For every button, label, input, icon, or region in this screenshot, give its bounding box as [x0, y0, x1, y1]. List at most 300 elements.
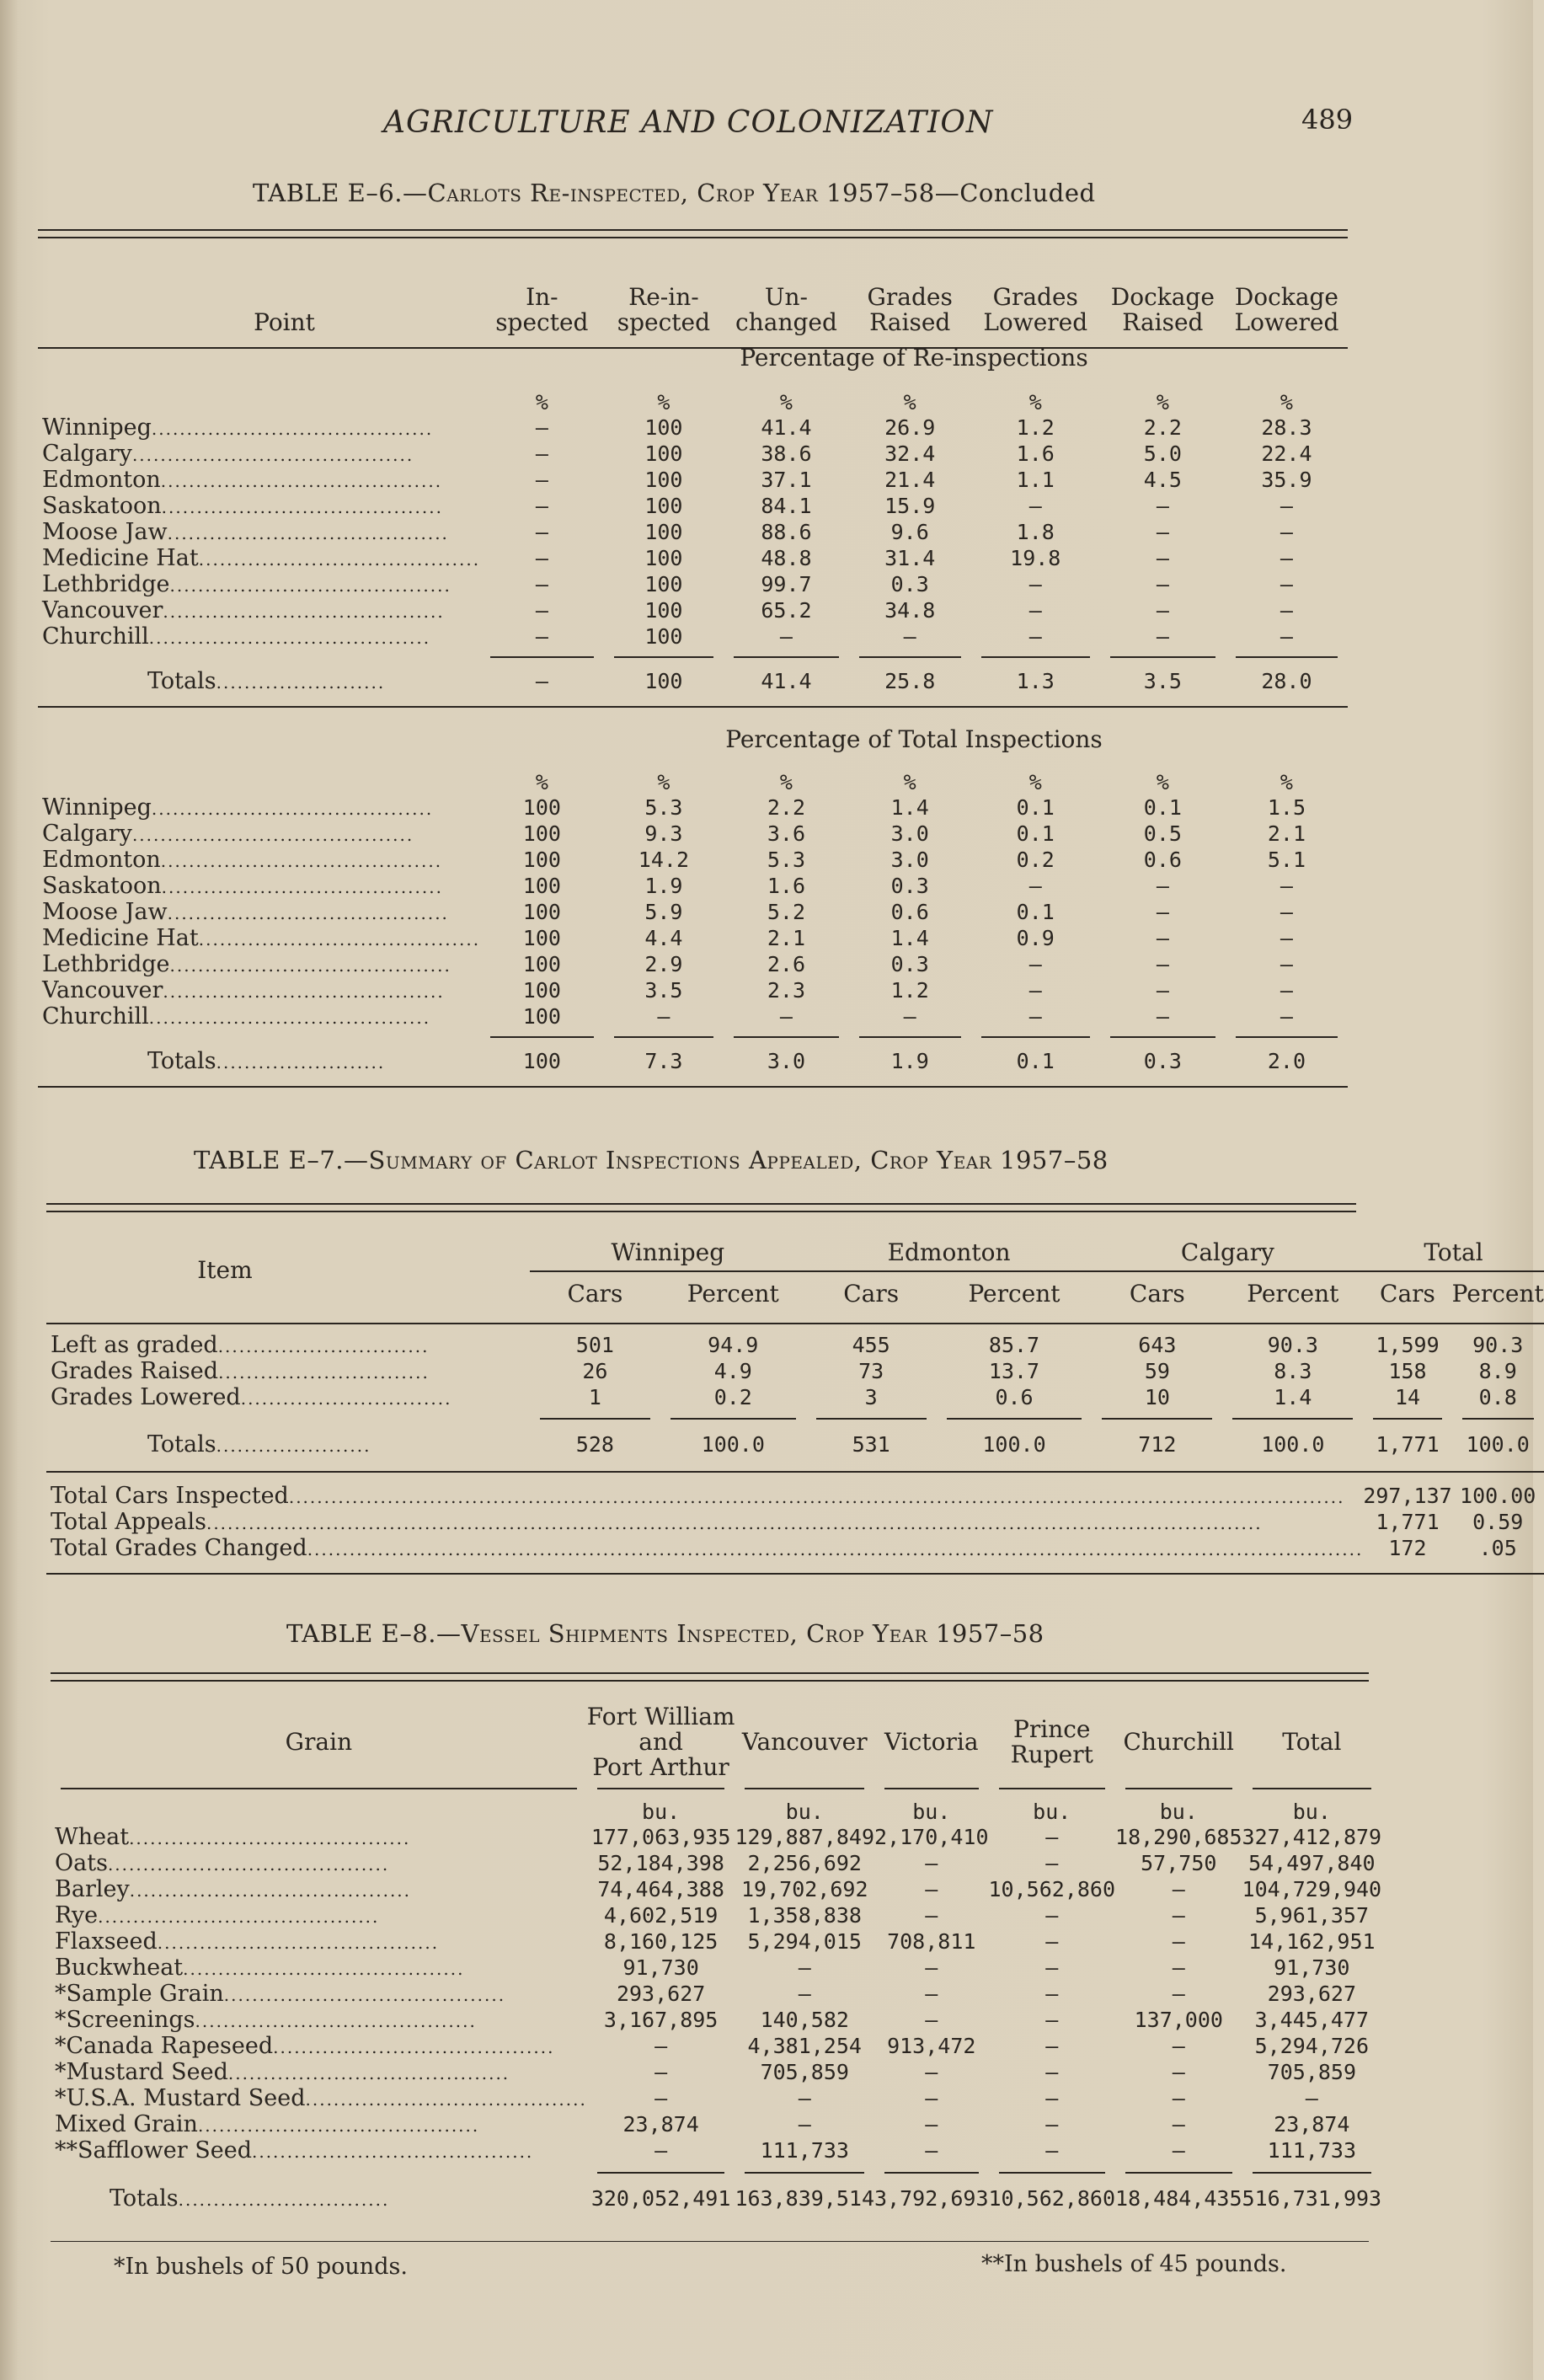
cell-value: 4.5	[1143, 468, 1182, 492]
rule	[745, 1788, 864, 1789]
rule	[46, 1573, 1544, 1575]
cell-value: 100	[644, 546, 683, 570]
summary-cars: 297,137	[1363, 1484, 1452, 1508]
cell-value: 4,381,254	[747, 2034, 862, 2058]
cell-value: 3.0	[890, 848, 929, 872]
cell-value: —	[1045, 1825, 1059, 1849]
cell-value: 100	[644, 494, 683, 518]
row-label-cell	[51, 2111, 587, 2137]
cell-value: 48.8	[761, 546, 812, 570]
percent-sign: %	[1156, 390, 1169, 414]
row-label: Barley	[55, 1876, 130, 1902]
cell-value: —	[1156, 520, 1169, 544]
rule	[1373, 1418, 1441, 1420]
spacer	[38, 335, 480, 379]
leader-dots: ........................................	[167, 903, 449, 923]
rule-cell	[604, 650, 724, 665]
sub-header: Cars	[1380, 1279, 1435, 1308]
row-label: *Screenings	[55, 2007, 195, 2033]
header-row	[51, 1702, 1381, 1782]
leader-dots: ........................................	[223, 1985, 506, 2005]
cell-value: 21.4	[884, 468, 936, 492]
cell-value: 3.6	[767, 821, 806, 846]
cell-value: 5,294,726	[1254, 2034, 1370, 2058]
cell-value: 26.9	[884, 415, 936, 440]
cell-value: —	[903, 624, 916, 649]
cell-value: 104,729,940	[1242, 1877, 1382, 1901]
rule-double	[38, 229, 1348, 238]
leader-dots: ........................................	[169, 955, 451, 976]
cell-value: 9.3	[644, 821, 683, 846]
cell-value: 1.6	[1016, 441, 1055, 466]
table-row	[38, 571, 1348, 597]
row-label: Rye	[55, 1902, 99, 1928]
leader-dots: ......................................................................................................................................................	[288, 1487, 1345, 1507]
cell-value: 5.3	[767, 848, 806, 872]
cell-value: —	[1280, 598, 1293, 623]
cell-value: 177,063,935	[590, 1825, 731, 1849]
rule	[734, 656, 839, 658]
table-e8-title: TABLE E–8.—Vessel Shipments Inspected, Crop Year 1957–58	[286, 1619, 1044, 1648]
col-header-line: Grades	[992, 283, 1078, 311]
cell-value: 1,358,838	[747, 1903, 862, 1928]
row-label: Mixed Grain	[55, 2111, 198, 2137]
cell-value: —	[1172, 1929, 1185, 1954]
cell-value: 0.6	[890, 900, 929, 924]
cell-value: 0.2	[1016, 848, 1055, 872]
cell-value: 100	[644, 572, 683, 596]
cell-value: 0.1	[1016, 900, 1055, 924]
cell-value: 100	[644, 520, 683, 544]
cell-value: —	[1172, 2112, 1185, 2137]
cell-value: —	[1156, 1004, 1169, 1029]
cell-value: 1.5	[1267, 795, 1306, 820]
col-header	[604, 268, 724, 335]
sub-header: Percent	[1247, 1279, 1339, 1308]
row-label-cell	[51, 1850, 587, 1876]
row-label-cell	[51, 1824, 587, 1850]
row-label: Saskatoon	[42, 493, 162, 519]
totals-row	[51, 2182, 1381, 2214]
percent-sign: %	[657, 770, 670, 794]
leader-dots: ........................................	[129, 1880, 412, 1901]
cell-value: 0.3	[890, 952, 929, 976]
table-row	[38, 519, 1348, 545]
rule-cell	[849, 650, 971, 665]
rule-cell	[1242, 2163, 1382, 2182]
cell-value: —	[1045, 2034, 1059, 2058]
leader-dots: ........................................	[273, 2037, 555, 2057]
percent-sign: %	[903, 390, 916, 414]
percent-sign: %	[535, 390, 548, 414]
cell-value: —	[535, 520, 548, 544]
cell-value: 34.8	[884, 598, 936, 623]
rule	[1102, 1418, 1212, 1420]
cell-value: 90.3	[1267, 1333, 1318, 1357]
section-title: Percentage of Re-inspections	[740, 343, 1088, 372]
row-label-cell	[38, 925, 480, 951]
leader-dots: ........................................	[198, 549, 481, 570]
cell-value: 4,602,519	[603, 1903, 719, 1928]
totals-rule-row	[51, 1782, 1381, 1795]
cell-value: 4.4	[644, 926, 683, 950]
table-e7	[46, 1226, 1544, 1586]
rule	[1110, 1036, 1215, 1038]
cell-value: 5,294,015	[747, 1929, 862, 1954]
summary-percent: 0.59	[1472, 1510, 1524, 1534]
percent-sign: %	[657, 390, 670, 414]
leader-dots: ........................................	[197, 2115, 480, 2136]
cell-value: 5.3	[644, 795, 683, 820]
group-header-row	[46, 1226, 1544, 1271]
row-label: Total Cars Inspected	[51, 1483, 289, 1509]
rule-cell	[38, 697, 1348, 717]
percent-sign: %	[779, 390, 793, 414]
running-title: AGRICULTURE AND COLONIZATION	[383, 105, 994, 140]
col-header	[1226, 268, 1348, 335]
cell-value: —	[1280, 874, 1293, 898]
cell-value: —	[535, 572, 548, 596]
cell-value: —	[1028, 952, 1042, 976]
cell-value: —	[1156, 598, 1169, 623]
rule	[614, 656, 714, 658]
rule-cell	[587, 1782, 735, 1795]
col-header	[480, 268, 604, 335]
cell-value: —	[1280, 624, 1293, 649]
row-label-cell	[38, 977, 480, 1003]
row-label-cell	[38, 571, 480, 597]
rule-cell	[46, 1461, 1544, 1483]
footnote-50lb: *In bushels of 50 pounds.	[114, 2254, 408, 2280]
col-header	[989, 1702, 1116, 1782]
leader-dots: ........................................	[167, 523, 449, 543]
totals-row	[46, 1427, 1544, 1461]
totals-rule-row	[38, 650, 1348, 665]
rule	[597, 2172, 725, 2174]
col-header-line: Lowered	[1234, 308, 1339, 336]
cell-value: 1.2	[1016, 415, 1055, 440]
cell-value: 100	[522, 821, 561, 846]
table-row	[38, 1003, 1348, 1030]
cell-value: —	[1045, 1903, 1059, 1928]
percent-sign-row	[38, 379, 1348, 414]
cell-value: —	[535, 598, 548, 623]
row-label: Vancouver	[42, 977, 163, 1003]
cell-value: 2,256,692	[747, 1851, 862, 1875]
cell-value: —	[925, 2008, 938, 2032]
cell-value: 0.1	[1016, 795, 1055, 820]
rule-cell	[937, 1410, 1093, 1427]
totals-value: 528	[575, 1431, 614, 1457]
row-label: Lethbridge	[42, 571, 170, 597]
col-item: Item	[197, 1256, 253, 1284]
rule	[981, 656, 1090, 658]
totals-rule-row	[51, 2163, 1381, 2182]
col-header-line: Un-	[764, 283, 808, 311]
col-header-line: Grades	[867, 283, 953, 311]
leader-dots: ........................................	[151, 799, 434, 819]
cell-value: —	[779, 624, 793, 649]
col-header	[971, 268, 1100, 335]
rule	[1125, 1788, 1232, 1789]
rule-cell	[480, 1030, 604, 1045]
cell-value: 293,627	[1267, 1982, 1356, 2006]
cell-value: —	[1028, 598, 1042, 623]
row-label: Totals	[147, 667, 216, 694]
cell-value: 15.9	[884, 494, 936, 518]
cell-value: —	[535, 415, 548, 440]
row-label: Winnipeg	[42, 414, 152, 441]
rule	[999, 1788, 1106, 1789]
unit-label: bu.	[785, 1800, 824, 1824]
rule	[1110, 656, 1215, 658]
totals-value: 100.0	[1466, 1431, 1530, 1457]
cell-value: —	[535, 624, 548, 649]
row-label-cell	[38, 951, 480, 977]
table-row	[38, 623, 1348, 650]
row-label-cell	[38, 794, 480, 821]
row-label: Total Grades Changed	[51, 1535, 307, 1561]
col-header-line: Fort William	[586, 1702, 735, 1730]
col-header	[1100, 268, 1226, 335]
cell-value: —	[1172, 2138, 1185, 2163]
cell-value: 2.6	[767, 952, 806, 976]
cell-value: 708,811	[887, 1929, 976, 1954]
rule	[1125, 2172, 1232, 2174]
rule-double	[51, 1672, 1369, 1682]
table-row	[38, 899, 1348, 925]
totals-label-cell	[38, 665, 480, 697]
rule-cell	[46, 1410, 530, 1427]
row-label-cell	[51, 2007, 587, 2033]
row-label: Moose Jaw	[42, 519, 168, 545]
summary-cars: 1,771	[1376, 1510, 1440, 1534]
totals-value: 7.3	[644, 1048, 683, 1073]
cell-value: 4.9	[713, 1359, 752, 1383]
rule	[614, 1036, 714, 1038]
cell-value: 26	[582, 1359, 608, 1383]
summary-percent: 100.00	[1460, 1484, 1536, 1508]
leader-dots: ........................................	[161, 497, 443, 517]
table-row	[38, 794, 1348, 821]
row-label: Grades Raised	[51, 1358, 219, 1384]
rule-cell	[1115, 2163, 1242, 2182]
col-header-line: Dockage	[1110, 283, 1215, 311]
rule-cell	[587, 2163, 735, 2182]
sub-header: Percent	[1451, 1279, 1544, 1308]
spacer	[38, 761, 480, 794]
percent-sign: %	[903, 770, 916, 794]
cell-value: 100	[644, 598, 683, 623]
cell-value: —	[657, 1004, 670, 1029]
rule	[745, 2172, 864, 2174]
col-header-line: Total	[1282, 1727, 1342, 1756]
cell-value: —	[1028, 494, 1042, 518]
cell-value: 705,859	[1267, 2060, 1356, 2084]
leader-dots: ........................................	[195, 2011, 477, 2031]
cell-value: —	[535, 441, 548, 466]
sub-header: Percent	[687, 1279, 779, 1308]
sub-header: Percent	[968, 1279, 1060, 1308]
table-e8	[51, 1702, 1381, 2214]
leader-dots: ..............................	[240, 1388, 452, 1409]
row-label: Totals	[110, 2185, 179, 2212]
cell-value: 5,961,357	[1254, 1903, 1370, 1928]
cell-value: 2.2	[1143, 415, 1182, 440]
cell-value: 1.2	[890, 978, 929, 1003]
cell-value: —	[1156, 874, 1169, 898]
cell-value: 2.1	[1267, 821, 1306, 846]
cell-value: 23,874	[622, 2112, 699, 2137]
leader-dots: ..............................	[218, 1362, 430, 1383]
cell-value: —	[1045, 2008, 1059, 2032]
full-rule-row	[38, 697, 1348, 717]
cell-value: 84.1	[761, 494, 812, 518]
cell-value: —	[798, 2112, 811, 2137]
row-label: Moose Jaw	[42, 899, 168, 925]
cell-value: 23,874	[1274, 2112, 1350, 2137]
percent-sign: %	[1028, 390, 1042, 414]
rule	[1236, 656, 1338, 658]
cell-value: —	[1045, 2086, 1059, 2110]
cell-value: 100	[522, 952, 561, 976]
rule	[1232, 1418, 1353, 1420]
cell-value: —	[925, 2060, 938, 2084]
row-label-cell	[38, 414, 480, 441]
totals-value: 516,731,993	[1242, 2185, 1382, 2211]
full-rule-row	[38, 1077, 1348, 1097]
cell-value: 111,733	[760, 2138, 849, 2163]
row-label-cell	[38, 847, 480, 873]
rule-cell	[1115, 1782, 1242, 1795]
section-title: Percentage of Total Inspections	[725, 725, 1103, 753]
cell-value: 32.4	[884, 441, 936, 466]
cell-value: —	[535, 468, 548, 492]
cell-value: 643	[1138, 1333, 1177, 1357]
cell-value: 8.9	[1478, 1359, 1517, 1383]
cell-value: 22.4	[1261, 441, 1312, 466]
table-row	[51, 2085, 1381, 2111]
totals-label-cell	[38, 1045, 480, 1077]
row-label: Grades Lowered	[51, 1384, 241, 1410]
rule	[1253, 2172, 1372, 2174]
totals-value: 1.9	[890, 1048, 929, 1073]
cell-value: 100	[522, 795, 561, 820]
cell-value: 19.8	[1010, 546, 1061, 570]
cell-value: —	[779, 1004, 793, 1029]
row-label-cell	[51, 2085, 587, 2111]
cell-value: —	[1280, 494, 1293, 518]
table-row	[38, 545, 1348, 571]
rule	[51, 2241, 1369, 2242]
cell-value: 100	[522, 1004, 561, 1029]
totals-value: 1,771	[1376, 1431, 1440, 1457]
leader-dots: ........................................	[198, 929, 481, 949]
cell-value: 14,162,951	[1248, 1929, 1376, 1954]
leader-dots: ........................................	[227, 2063, 510, 2083]
rule-cell	[1226, 650, 1348, 665]
totals-value: 25.8	[884, 668, 936, 693]
row-label: Oats	[55, 1850, 108, 1876]
cell-value: 99.7	[761, 572, 812, 596]
table-e6	[38, 268, 1348, 1097]
rule-cell	[660, 1410, 806, 1427]
cell-value: 100	[522, 926, 561, 950]
cell-value: 2.9	[644, 952, 683, 976]
row-label: Lethbridge	[42, 951, 170, 977]
table-row	[51, 1850, 1381, 1876]
cell-value: —	[1028, 1004, 1042, 1029]
rule	[1253, 1788, 1372, 1789]
rule-cell	[1226, 1030, 1348, 1045]
leader-dots: ........................................	[107, 1854, 390, 1875]
totals-value: 100.0	[982, 1431, 1046, 1457]
leader-dots: ........................................	[163, 602, 445, 622]
unit-row	[51, 1795, 1381, 1824]
leader-dots: ........................................	[129, 1828, 411, 1848]
cell-value: 0.3	[890, 572, 929, 596]
cell-value: —	[925, 2112, 938, 2137]
table-row	[51, 2033, 1381, 2059]
cell-value: 0.1	[1016, 821, 1055, 846]
totals-value: 28.0	[1261, 668, 1312, 693]
cell-value: 1.8	[1016, 520, 1055, 544]
leader-dots: ........................................	[160, 471, 443, 491]
cell-value: 140,582	[760, 2008, 849, 2032]
rule	[490, 656, 594, 658]
col-header	[849, 268, 971, 335]
cell-value: 5.1	[1267, 848, 1306, 872]
table-row	[51, 1981, 1381, 2007]
cell-value: 88.6	[761, 520, 812, 544]
totals-row	[38, 1045, 1348, 1077]
cell-value: —	[925, 1877, 938, 1901]
cell-value: —	[1172, 1955, 1185, 1980]
rule	[884, 2172, 978, 2174]
col-header-line: Churchill	[1123, 1727, 1234, 1756]
cell-value: —	[1045, 2112, 1059, 2137]
rule	[38, 706, 1348, 708]
cell-value: 94.9	[708, 1333, 759, 1357]
cell-value: —	[1156, 952, 1169, 976]
totals-value: 531	[852, 1431, 890, 1457]
rule	[670, 1418, 796, 1420]
rule	[1462, 1418, 1534, 1420]
rule-cell	[530, 1410, 660, 1427]
row-label-cell	[38, 519, 480, 545]
leader-dots: ......................................................................................................................................................	[307, 1539, 1364, 1559]
cell-value: 73	[858, 1359, 884, 1383]
table-row	[38, 873, 1348, 899]
row-label-cell	[46, 1384, 530, 1410]
row-label-cell	[38, 467, 480, 493]
rule-cell	[1092, 1410, 1222, 1427]
cell-value: 2.1	[767, 926, 806, 950]
row-label-cell	[38, 873, 480, 899]
cell-value: —	[1280, 546, 1293, 570]
cell-value: 5.9	[644, 900, 683, 924]
row-label: Churchill	[42, 1003, 149, 1030]
cell-value: 1.1	[1016, 468, 1055, 492]
row-label-cell	[38, 623, 480, 650]
cell-value: —	[1280, 900, 1293, 924]
cell-value: 18,290,685	[1115, 1825, 1242, 1849]
rule	[46, 1471, 1544, 1473]
totals-label-cell	[51, 2182, 587, 2214]
cell-value: 293,627	[616, 1982, 706, 2006]
rule-cell	[51, 2163, 587, 2182]
totals-value: 18,484,435	[1115, 2185, 1242, 2211]
